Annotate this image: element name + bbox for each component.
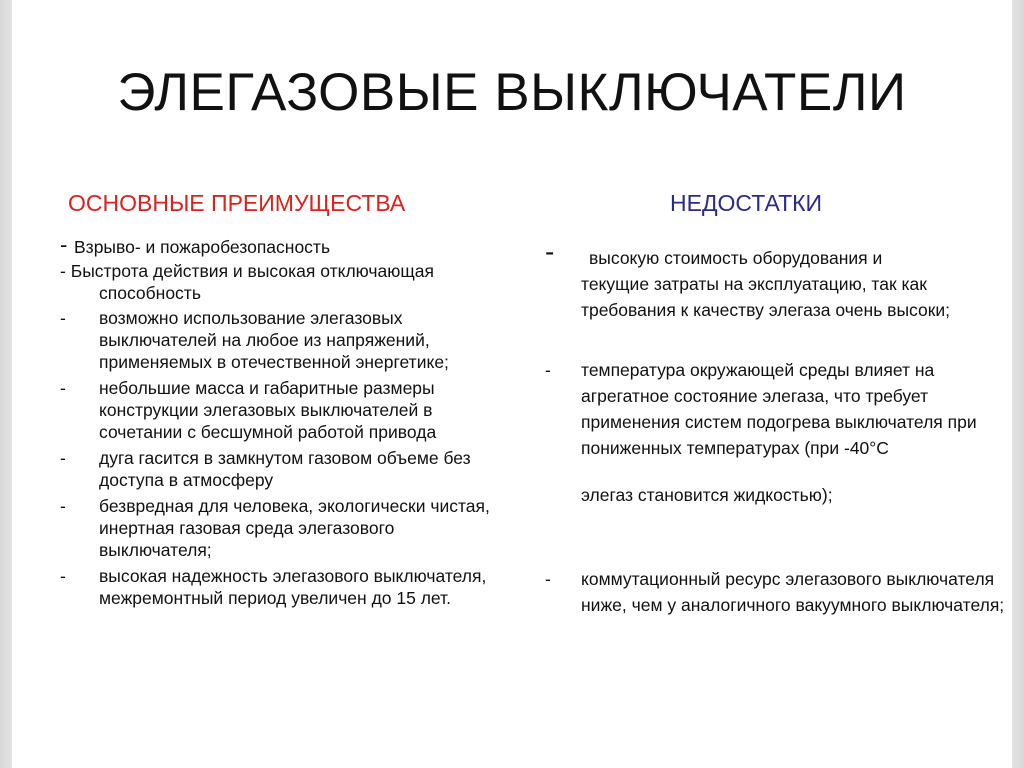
list-item-text: небольшие масса и габаритные размеры конструкции элегазовых выключателей в сочетании с бесшумной работой привода (99, 378, 437, 442)
list-item-text: Взрыво- и пожаробезопасность (74, 237, 331, 257)
list-item-text-line: Быстрота действия и высокая отключающая (70, 261, 434, 281)
bullet-dash: - (60, 232, 68, 257)
bullet-dash: - (60, 261, 66, 281)
list-item-text: безвредная для человека, экологически чистая, инертная газовая среда элегазового выключателя; (99, 496, 490, 560)
list-item (60, 232, 500, 258)
bullet-dash: - (60, 308, 66, 328)
bullet-dash: - (545, 236, 555, 267)
bullet-dash: - (60, 496, 66, 516)
list-item (60, 495, 500, 561)
list-item (60, 565, 500, 609)
list-item-text: дуга гасится в замкнутом газовом объеме без доступа в атмосферу (99, 448, 471, 490)
bullet-dash: - (545, 360, 551, 380)
bullet-dash: - (60, 448, 66, 468)
bullet-dash: - (60, 566, 66, 586)
cons-item-text-continuation: текущие затраты на эксплуатацию, так как требования к качеству элегаза очень высоки; (581, 274, 951, 320)
list-item (60, 447, 500, 491)
cons-item-text: температура окружающей среды влияет на агрегатное состояние элегаза, что требует применения систем подогрева выключателя при пониженных температурах (при -40°C (581, 360, 977, 458)
cons-item (545, 357, 1005, 508)
list-item-text-continuation: способность (99, 283, 201, 303)
cons-heading: НЕДОСТАТКИ (670, 190, 823, 216)
cons-item-text-continuation: элегаз становится жидкостью); (581, 485, 833, 505)
list-item (60, 377, 500, 443)
list-item (60, 307, 500, 373)
slide (12, 0, 1012, 768)
bullet-dash: - (60, 378, 66, 398)
pros-heading: ОСНОВНЫЕ ПРЕИМУЩЕСТВА (68, 190, 406, 216)
cons-item-text: коммутационный ресурс элегазового выключателя ниже, чем у аналогичного вакуумного выключателя; (581, 569, 1005, 615)
list-item-text: высокая надежность элегазового выключателя, межремонтный период увеличен до 15 лет. (99, 566, 487, 608)
list-item (60, 260, 500, 304)
list-item-text: возможно использование элегазовых выключателей на любое из напряжений, применяемых в отечественной энергетике; (99, 308, 449, 372)
cons-item-text: высокую стоимость оборудования и (589, 248, 883, 268)
list-item-text (60, 260, 500, 304)
cons-item (545, 566, 1005, 618)
pros-list (60, 232, 500, 613)
cons-item (545, 236, 1005, 323)
bullet-dash: - (545, 569, 551, 589)
slide-title: ЭЛЕГАЗОВЫЕ ВЫКЛЮЧАТЕЛИ (117, 63, 907, 122)
